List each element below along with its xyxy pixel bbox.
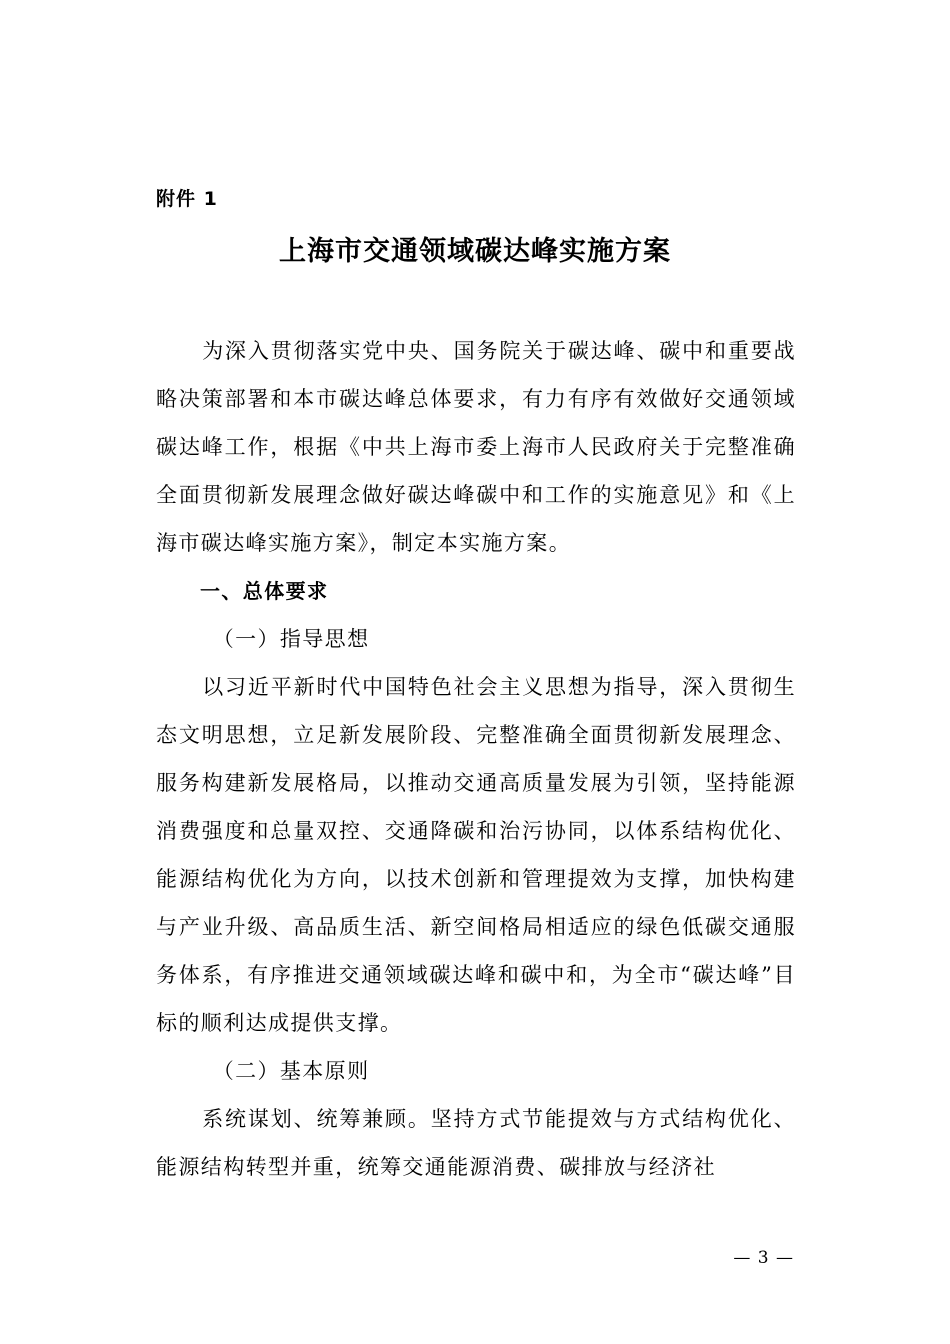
attachment-label: 附件 1 [156, 188, 218, 210]
principle-paragraph: 系统谋划、统筹兼顾。坚持方式节能提效与方式结构优化、能源结构转型并重，统筹交通能源消费、碳排放与经济社 [156, 1107, 796, 1179]
document-title: 上海市交通领域碳达峰实施方案 [279, 236, 671, 267]
subsection-heading-basic-principles: （二）基本原则 [212, 1059, 370, 1083]
intro-paragraph: 为深入贯彻落实党中央、国务院关于碳达峰、碳中和重要战略决策部署和本市碳达峰总体要求，有力有序有效做好交通领域碳达峰工作，根据《中共上海市委上海市人民政府关于完整准确全面贯彻新发展理念做好碳达峰碳中和工作的实施意见》和《上海市碳达峰实施方案》，制定本实施方案。 [156, 339, 796, 555]
guiding-ideology-paragraph: 以习近平新时代中国特色社会主义思想为指导，深入贯彻生态文明思想，立足新发展阶段、完整准确全面贯彻新发展理念、服务构建新发展格局，以推动交通高质量发展为引领，坚持能源消费强度和总量双控、交通降碳和治污协同，以体系结构优化、能源结构优化为方向，以技术创新和管理提效为支撑，加快构建与产业升级、高品质生活、新空间格局相适应的绿色低碳交通服务体系，有序推进交通领域碳达峰和碳中和，为全市“碳达峰”目标的顺利达成提供支撑。 [156, 675, 796, 1035]
section-heading-overall-requirements: 一、总体要求 [200, 579, 329, 603]
document-body [156, 327, 796, 1191]
subsection-heading-guiding-ideology: （一）指导思想 [212, 627, 370, 651]
page-number: — 3 — [733, 1248, 794, 1268]
